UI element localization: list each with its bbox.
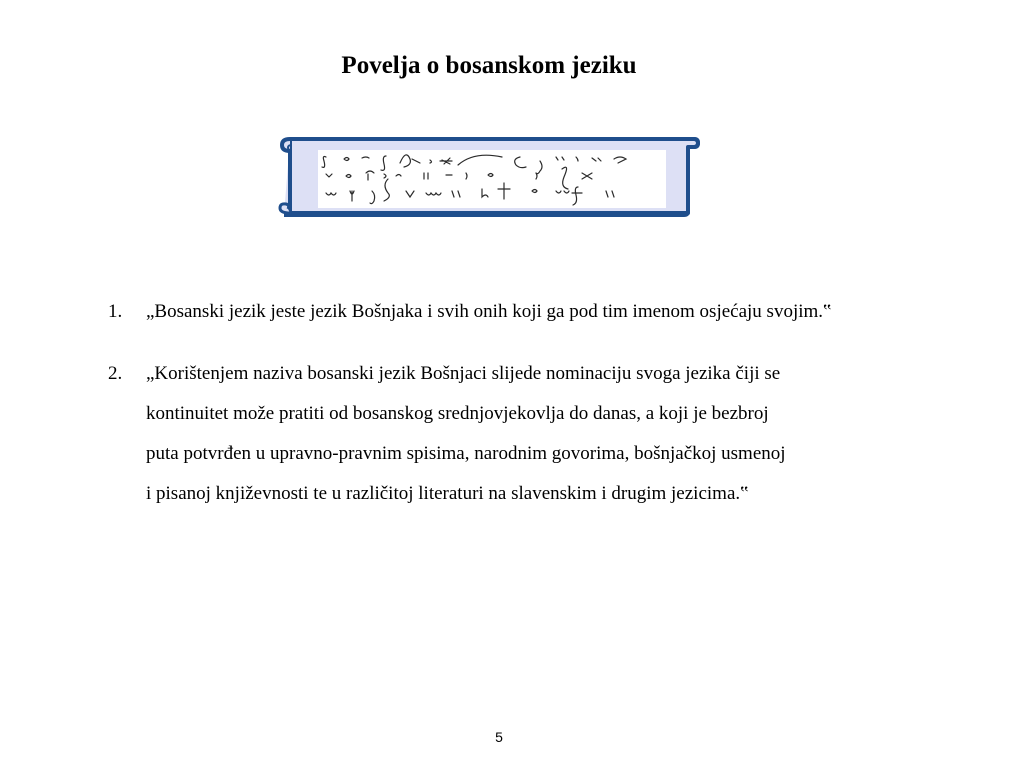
list-item [108,292,988,332]
text-line: „Korištenjem naziva bosanski jezik Bošnjaci slijede nominaciju svoga jezika čiji se [146,363,781,384]
list-item-text [146,354,988,514]
list-item-text [146,292,988,332]
text-line: i pisanoj književnosti te u različitoj literaturi na slavenskim i drugim jezicima.‟ [146,483,749,504]
text-line: kontinuitet može pratiti od bosanskog srednjovjekovlja do danas, a koji je bezbroj [146,403,769,424]
scroll-banner-icon [276,131,700,219]
list-item-number: 2. [108,363,123,384]
list-item-number: 1. [108,301,123,322]
text-line: „Bosanski jezik jeste jezik Bošnjaka i svih onih koji ga pod tim imenom osjećaju svojim.‟ [146,301,832,322]
page-title: Povelja o bosanskom jeziku [341,52,637,79]
page-number: 5 [495,729,503,745]
list-item [108,354,988,514]
charter-list [108,292,988,536]
text-line: puta potvrđen u upravno-pravnim spisima, narodnim govorima, bošnjačkoj usmenoj [146,443,786,464]
